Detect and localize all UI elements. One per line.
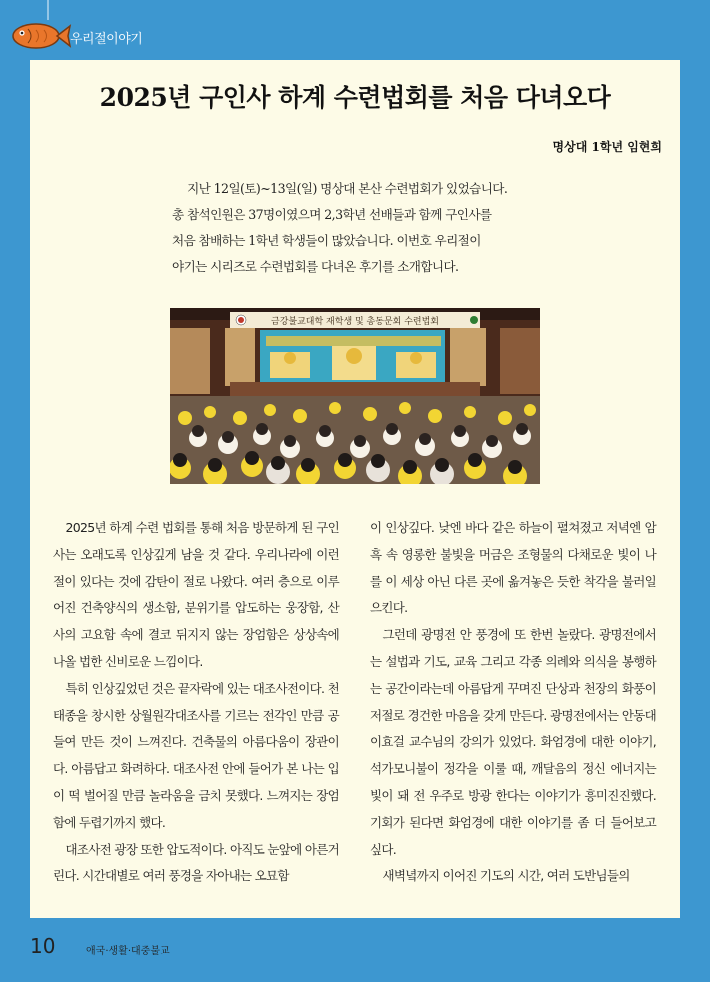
paragraph: 그런데 광명전 안 풍경에 또 한번 놀랐다. 광명전에서는 설법과 기도, 교육 그리고 각종 의례와 의식을 봉행하는 공간이라는데 아름답게 꾸며진 단상과 천장의 화풍이 저절로 경건한 마음을 갖게 만든다. 광명전에서는 안동대 이효걸 교수님의 강의가 있었다. 화엄경에 대한 이야기, 석가모니불이 정각을 이룰 때, 깨달음의 정신 에너지는 빛이 돼 전 우주로 방광 한다는 이야기가 흥미진진했다. 기회가 된다면 화엄경에 대한 이야기를 좀 더 들어보고 싶다.	[370, 627, 656, 857]
article-column-left	[53, 515, 339, 890]
page-number: 10	[30, 934, 56, 958]
section-tag: 우리절이야기	[70, 32, 143, 47]
paragraph: 새벽녘까지 이어진 기도의 시간, 여러 도반님들의	[382, 868, 630, 884]
intro-line: 지난 12일(토)~13일(일) 명상대 본산 수련법회가 있었습니다.	[187, 181, 508, 196]
intro-line: 총 참석인원은 37명이였으며 2,3학년 선배들과 함께 구인사를	[172, 207, 492, 222]
header-bar	[0, 0, 710, 60]
article-intro	[172, 176, 544, 280]
intro-line: 처음 참배하는 1학년 학생들이 많았습니다. 이번호 우리절이	[172, 233, 481, 248]
intro-line: 야기는 시리즈로 수련법회를 다녀온 후기를 소개합니다.	[172, 259, 459, 274]
publication-name: 애국·생활·대중불교	[86, 946, 170, 957]
article-title: 2025년 구인사 하계 수련법회를 처음 다녀오다	[99, 83, 611, 112]
article-column-right	[370, 515, 656, 890]
article-page	[30, 60, 680, 918]
event-photo	[170, 308, 540, 484]
photo-banner-text: 금강불교대학 재학생 및 총동문회 수련법회	[271, 317, 439, 327]
fish-icon	[0, 0, 80, 56]
paragraph: 특히 인상깊었던 것은 끝자락에 있는 대조사전이다. 천태종을 창시한 상월원각대조사를 기르는 전각인 만큼 공들여 만든 것이 느껴진다. 건축물의 아름다움이 장관이다. 아름답고 화려하다. 대조사전 안에 들어가 본 나는 입이 떡 벌어질 만큼 놀라움을 금치 못했다. 느껴지는 장엄함에 두렵기까지 했다.	[53, 680, 339, 830]
paragraph: 대조사전 광장 또한 압도적이다. 아직도 눈앞에 아른거린다. 시간대별로 여러 풍경을 자아내는 오묘함	[53, 841, 339, 884]
paragraph: 2025년 하계 수련 법회를 통해 처음 방문하게 된 구인사는 오래도록 인상깊게 남을 것 같다. 우리나라에 이런 절이 있다는 것에 감탄이 절로 나왔다. 여러 층으로 이루어진 건축양식의 생소함, 분위기를 압도하는 웅장함, 산사의 고요함 속에 결코 뒤지지 않는 장엄함은 상상속에 나올 법한 신비로운 느낌이다.	[53, 520, 339, 669]
paragraph: 이 인상깊다. 낮엔 바다 같은 하늘이 펼쳐졌고 저녁엔 암흑 속 영롱한 불빛을 머금은 조형물의 다채로운 빛이 나를 이 세상 아닌 다른 곳에 옮겨놓은 듯한 착각을 불러일으킨다.	[370, 520, 656, 616]
article-author: 명상대 1학년 임현희	[552, 140, 662, 154]
